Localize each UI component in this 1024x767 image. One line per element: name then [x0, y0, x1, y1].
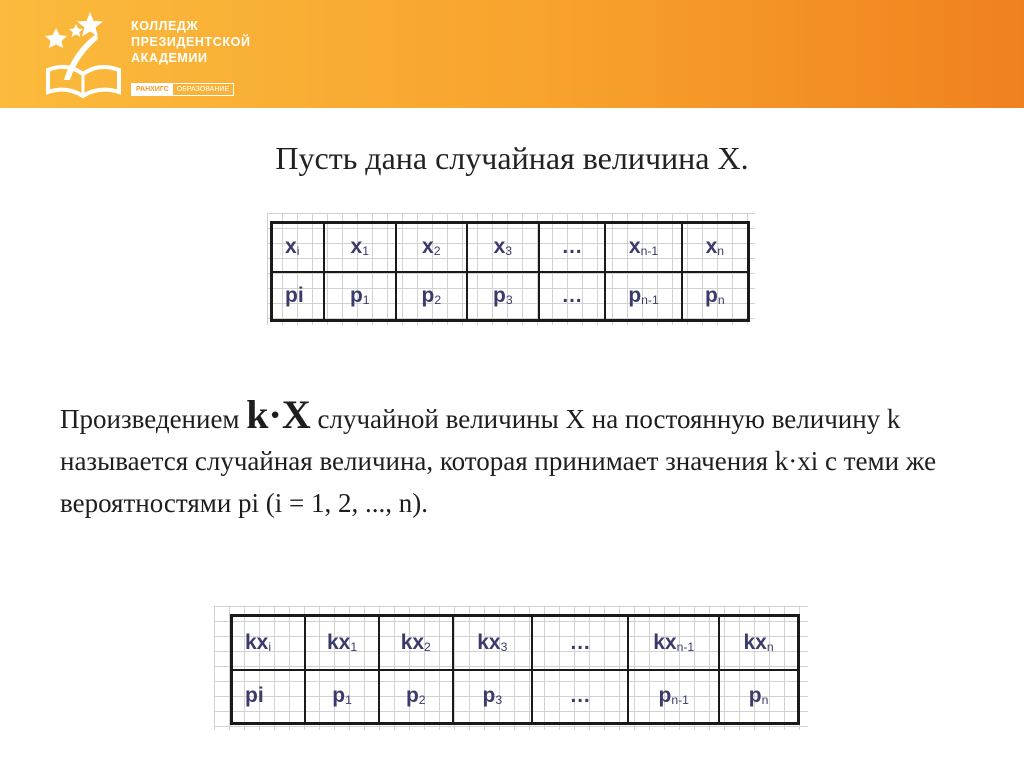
cell-subscript: n: [766, 639, 774, 654]
table-cell: [539, 223, 606, 272]
cell-symbol: x: [628, 235, 641, 259]
table-cell: [467, 223, 539, 272]
table-cell: [232, 616, 306, 670]
table-cell: [305, 616, 379, 670]
cell-subscript: 2: [434, 292, 442, 307]
cell-symbol: …: [561, 283, 583, 307]
cell-subscript: n: [717, 244, 725, 259]
table-cell: [272, 223, 324, 272]
cell-subscript: 1: [350, 639, 358, 654]
cell-symbol: x: [422, 235, 434, 259]
table-cell: [232, 670, 306, 724]
cell-symbol: x: [350, 235, 363, 259]
table-cell: [719, 616, 798, 670]
table-row: [272, 272, 749, 321]
cell-symbol: kx: [326, 630, 351, 654]
table-cell: [628, 670, 719, 724]
logo-line-1: КОЛЛЕДЖ: [131, 19, 199, 33]
book-stars-emblem-icon: [42, 8, 126, 100]
cell-symbol: kx: [245, 630, 269, 654]
table-cell: [396, 223, 468, 272]
badge-ranepa: РАНХИГС: [132, 84, 173, 95]
badge-education: ОБРАЗОВАНИЕ: [176, 86, 230, 93]
logo-badge: [131, 83, 234, 96]
cell-symbol: pi: [245, 684, 264, 708]
table-cell: [324, 272, 396, 321]
cell-subscript: n: [761, 693, 769, 708]
table-cell: [453, 616, 532, 670]
cell-symbol: pi: [285, 283, 304, 307]
table-cell: [396, 272, 468, 321]
table-cell: [539, 272, 606, 321]
table-cell: [682, 272, 749, 321]
cell-subscript: 2: [433, 244, 441, 259]
cell-symbol: p: [421, 283, 435, 307]
cell-symbol: x: [705, 235, 718, 259]
definition-paragraph: [60, 392, 980, 524]
cell-symbol: p: [482, 684, 496, 708]
cell-subscript: 3: [495, 693, 503, 708]
cell-symbol: …: [561, 235, 583, 259]
table-cell: [453, 670, 532, 724]
table-cell: [719, 670, 798, 724]
table-cell: [532, 670, 628, 724]
cell-symbol: …: [569, 684, 591, 708]
cell-symbol: kx: [477, 630, 501, 654]
product-kx: k·X: [246, 392, 311, 437]
cell-symbol: kx: [400, 630, 425, 654]
college-logo-text: [131, 18, 251, 66]
table-row: [232, 616, 799, 670]
cell-symbol: x: [493, 235, 506, 259]
cell-symbol: …: [569, 630, 591, 654]
header-bar: [0, 0, 1024, 108]
table-cell: [272, 272, 324, 321]
table-cell: [628, 616, 719, 670]
cell-subscript: n: [717, 292, 725, 307]
distribution-table-kx: [230, 614, 800, 725]
cell-symbol: p: [658, 684, 672, 708]
cell-subscript: 1: [362, 244, 369, 259]
distribution-table-x: [270, 221, 750, 322]
cell-symbol: p: [349, 283, 363, 307]
table-cell: [532, 616, 628, 670]
table-row: [272, 223, 749, 272]
cell-symbol: p: [748, 684, 762, 708]
cell-subscript: n-1: [640, 244, 659, 259]
definition-text-start: Произведением: [60, 404, 247, 434]
slide-title: Пусть дана случайная величина X.: [275, 140, 749, 176]
cell-subscript: n-1: [676, 639, 695, 654]
cell-symbol: p: [332, 684, 346, 708]
cell-subscript: i: [296, 244, 300, 259]
cell-subscript: 3: [505, 292, 513, 307]
cell-subscript: 3: [505, 244, 513, 259]
cell-subscript: 1: [345, 693, 352, 708]
cell-symbol: kx: [653, 630, 677, 654]
cell-subscript: n-1: [671, 693, 689, 708]
definition-text-rest: случайной величины X на постоянную величину k называется случайная величина, которая принимает значения k·xi с теми же вероятностями pi (i = 1, 2, ..., n).: [60, 404, 937, 518]
cell-subscript: 1: [362, 292, 370, 307]
table-cell: [605, 272, 681, 321]
cell-symbol: p: [493, 283, 506, 307]
table-cell: [379, 670, 453, 724]
cell-symbol: p: [705, 283, 718, 307]
cell-subscript: 2: [424, 639, 431, 654]
cell-symbol: p: [405, 684, 419, 708]
table-cell: [324, 223, 396, 272]
logo-line-3: АКАДЕМИИ: [131, 51, 208, 65]
cell-subscript: n-1: [641, 292, 659, 307]
distribution-table-kx-wrap: [214, 606, 808, 730]
cell-subscript: 3: [500, 639, 508, 654]
table-cell: [605, 223, 681, 272]
cell-subscript: i: [268, 639, 272, 654]
table-cell: [682, 223, 749, 272]
distribution-table-x-wrap: [267, 213, 755, 325]
table-cell: [379, 616, 453, 670]
cell-symbol: x: [285, 235, 297, 259]
logo-line-2: ПРЕЗИДЕНТСКОЙ: [131, 35, 251, 49]
cell-symbol: p: [628, 283, 642, 307]
cell-subscript: 2: [418, 693, 426, 708]
table-cell: [467, 272, 539, 321]
table-row: [232, 670, 799, 724]
table-cell: [305, 670, 379, 724]
cell-symbol: kx: [743, 630, 767, 654]
